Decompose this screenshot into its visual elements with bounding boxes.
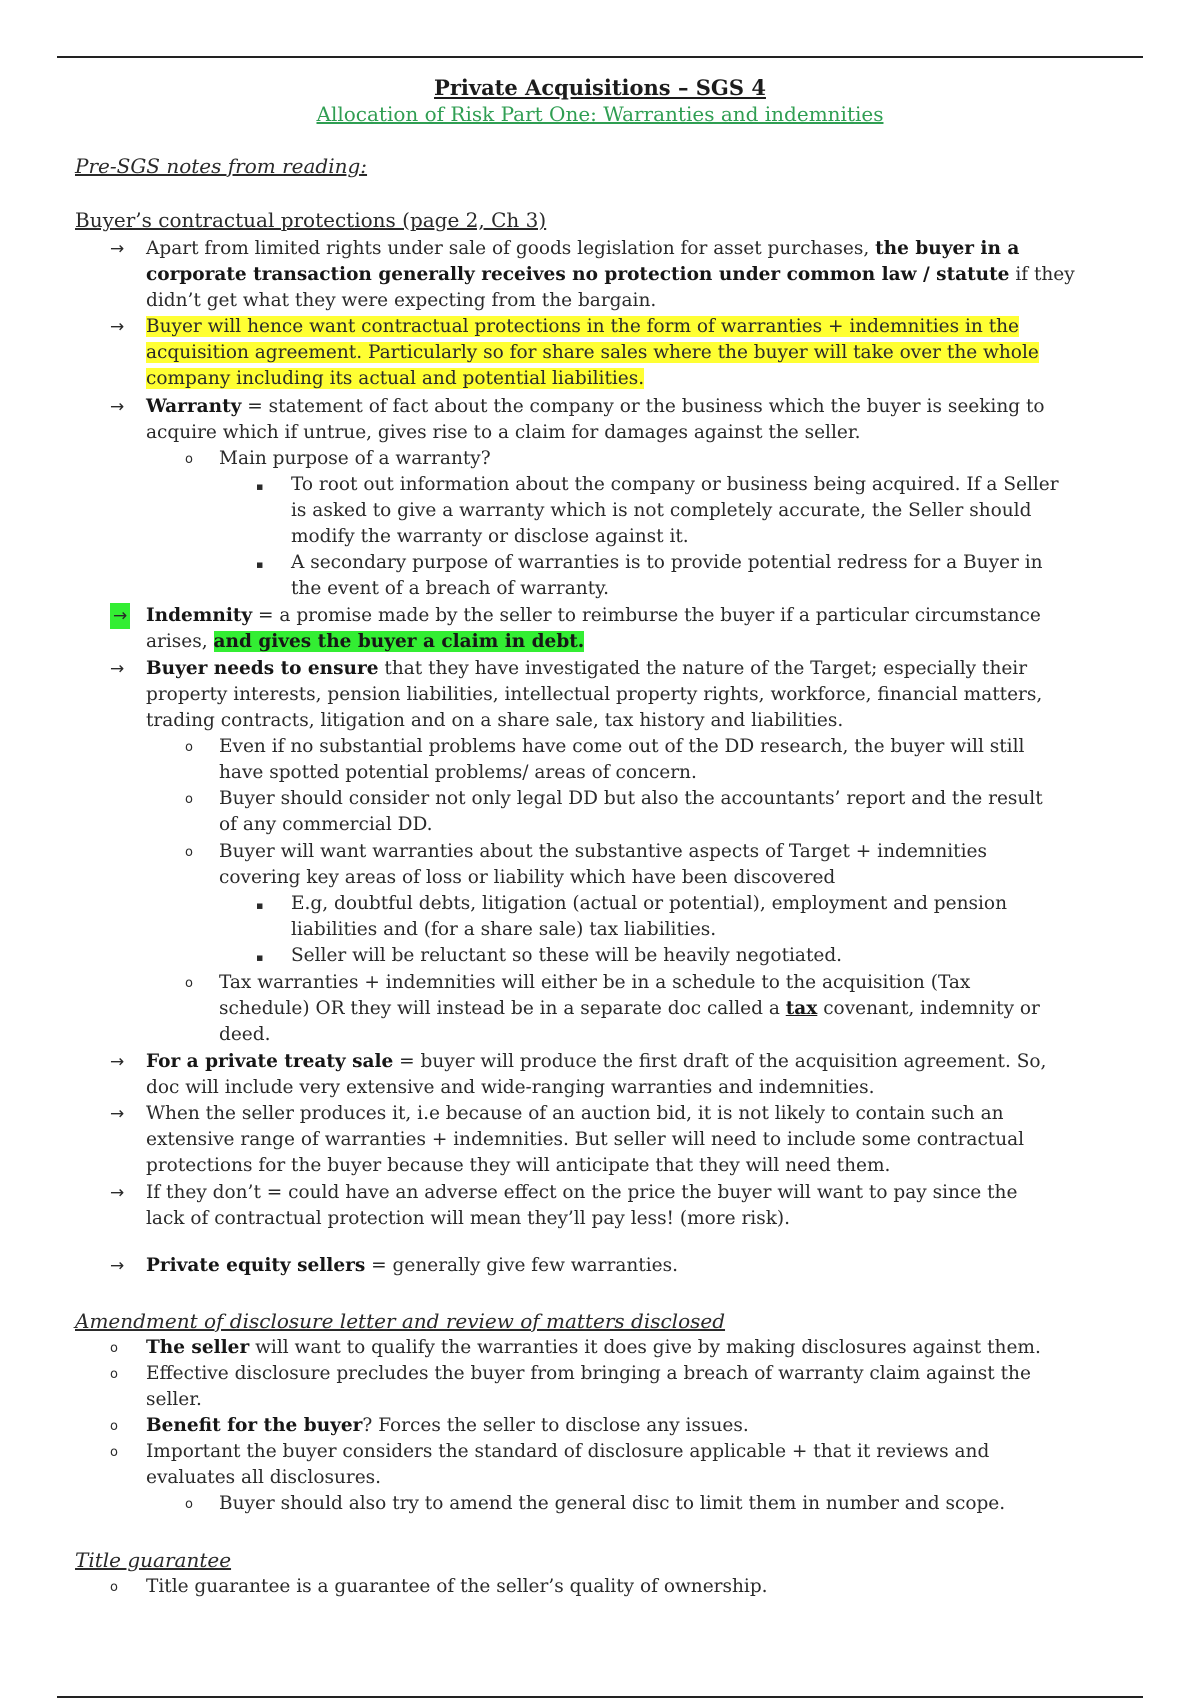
text-line: Buyer should also try to amend the general disc to limit them in number and scope. [219, 1493, 1006, 1514]
arrow-bullet: → [110, 239, 125, 259]
text-line: protections for the buyer because they will anticipate that they will need them. [146, 1155, 891, 1176]
text-line: seller. [146, 1389, 202, 1410]
text-line: lack of contractual protection will mean they’ll pay less! (more risk). [146, 1208, 791, 1229]
text-line: arises, and gives the buyer a claim in debt. [146, 631, 585, 652]
text-line: schedule) OR they will instead be in a separate doc called a tax covenant, indemnity or [219, 998, 1040, 1019]
highlighted-line: company including its actual and potential liabilities. [146, 368, 645, 389]
section-heading-title-guarantee: Title guarantee [75, 1548, 232, 1572]
square-bullet: ▪ [256, 558, 264, 571]
highlighted-line: acquisition agreement. Particularly so for share sales where the buyer will take over the whole [146, 342, 1039, 363]
text-line: have spotted potential problems/ areas of concern. [219, 762, 697, 783]
text-line: When the seller produces it, i.e because of an auction bid, it is not likely to contain such an [146, 1103, 1004, 1124]
section-heading-buyer-protections: Buyer’s contractual protections (page 2, Ch 3) [75, 208, 547, 232]
text-line: of any commercial DD. [219, 814, 433, 835]
circle-bullet: o [185, 792, 193, 807]
text-line: Title guarantee is a guarantee of the seller’s quality of ownership. [146, 1576, 768, 1597]
arrow-bullet-highlighted: → [110, 603, 130, 629]
text-line: is asked to give a warranty which is not completely accurate, the Seller should [291, 500, 1032, 521]
text-line: Apart from limited rights under sale of goods legislation for asset purchases, the buyer in a [146, 238, 1020, 259]
square-bullet: ▪ [256, 951, 264, 964]
text-line: Buyer needs to ensure that they have investigated the nature of the Target; especially their [146, 658, 1028, 679]
text-line: liabilities and (for a share sale) tax liabilities. [291, 919, 717, 940]
section-heading-disclosure: Amendment of disclosure letter and review of matters disclosed [75, 1309, 726, 1333]
text-line: property interests, pension liabilities, intellectual property rights, workforce, financial matters, [146, 684, 1043, 705]
pre-sgs-heading: Pre-SGS notes from reading: [75, 154, 368, 178]
circle-bullet: o [185, 976, 193, 991]
bottom-rule [57, 1696, 1143, 1698]
arrow-bullet: → [110, 317, 125, 337]
arrow-bullet: → [110, 397, 125, 417]
arrow-bullet: → [110, 1052, 125, 1072]
text-line: Indemnity = a promise made by the seller to reimburse the buyer if a particular circumstance [146, 605, 1041, 626]
text-line: Effective disclosure precludes the buyer from bringing a breach of warranty claim against the [146, 1363, 1031, 1384]
page-title: Private Acquisitions – SGS 4 [434, 75, 766, 100]
text-line: Private equity sellers = generally give few warranties. [146, 1255, 678, 1276]
text-line: covering key areas of loss or liability which have been discovered [219, 867, 836, 888]
square-bullet: ▪ [256, 480, 264, 493]
text-line: Buyer will want warranties about the substantive aspects of Target + indemnities [219, 841, 987, 862]
square-bullet: ▪ [256, 899, 264, 912]
text-line: doc will include very extensive and wide-ranging warranties and indemnities. [146, 1077, 875, 1098]
circle-bullet: o [110, 1341, 118, 1356]
text-line: Even if no substantial problems have come out of the DD research, the buyer will still [219, 736, 1025, 757]
text-line: modify the warranty or disclose against it. [291, 526, 689, 547]
text-line: If they don’t = could have an adverse effect on the price the buyer will want to pay since the [146, 1182, 1018, 1203]
text-line: For a private treaty sale = buyer will produce the first draft of the acquisition agreement. So, [146, 1051, 1047, 1072]
text-line: Main purpose of a warranty? [219, 448, 491, 469]
text-line: evaluates all disclosures. [146, 1467, 382, 1488]
text-line: Warranty = statement of fact about the company or the business which the buyer is seeking to [146, 396, 1045, 417]
page-subtitle: Allocation of Risk Part One: Warranties and indemnities [316, 102, 884, 126]
arrow-bullet: → [110, 1256, 125, 1276]
arrow-bullet: → [110, 659, 125, 679]
text-line: corporate transaction generally receives no protection under common law / statute if they [146, 264, 1075, 285]
text-line: acquire which if untrue, gives rise to a claim for damages against the seller. [146, 422, 861, 443]
text-line: E.g, doubtful debts, litigation (actual or potential), employment and pension [291, 893, 1007, 914]
text-line: the event of a breach of warranty. [291, 578, 610, 599]
circle-bullet: o [110, 1419, 118, 1434]
circle-bullet: o [185, 452, 193, 467]
circle-bullet: o [185, 845, 193, 860]
text-line: Important the buyer considers the standard of disclosure applicable + that it reviews and [146, 1441, 990, 1462]
text-line: The seller will want to qualify the warranties it does give by making disclosures against them. [146, 1337, 1041, 1358]
circle-bullet: o [110, 1445, 118, 1460]
highlighted-line: Buyer will hence want contractual protections in the form of warranties + indemnities in the [146, 316, 1020, 337]
text-line: trading contracts, litigation and on a share sale, tax history and liabilities. [146, 710, 844, 731]
top-rule [57, 56, 1143, 58]
text-line: A secondary purpose of warranties is to provide potential redress for a Buyer in [291, 552, 1043, 573]
text-line: didn’t get what they were expecting from the bargain. [146, 290, 657, 311]
arrow-bullet: → [110, 1183, 125, 1203]
circle-bullet: o [110, 1367, 118, 1382]
text-line: deed. [219, 1024, 271, 1045]
text-line: Benefit for the buyer? Forces the seller to disclose any issues. [146, 1415, 749, 1436]
text-line: Buyer should consider not only legal DD but also the accountants’ report and the result [219, 788, 1043, 809]
circle-bullet: o [185, 740, 193, 755]
text-line: Tax warranties + indemnities will either be in a schedule to the acquisition (Tax [219, 972, 971, 993]
circle-bullet: o [110, 1580, 118, 1595]
text-line: extensive range of warranties + indemnities. But seller will need to include some contractual [146, 1129, 1025, 1150]
arrow-bullet: → [110, 1104, 125, 1124]
text-line: To root out information about the company or business being acquired. If a Seller [291, 474, 1059, 495]
text-line: Seller will be reluctant so these will be heavily negotiated. [291, 945, 843, 966]
circle-bullet: o [185, 1497, 193, 1512]
